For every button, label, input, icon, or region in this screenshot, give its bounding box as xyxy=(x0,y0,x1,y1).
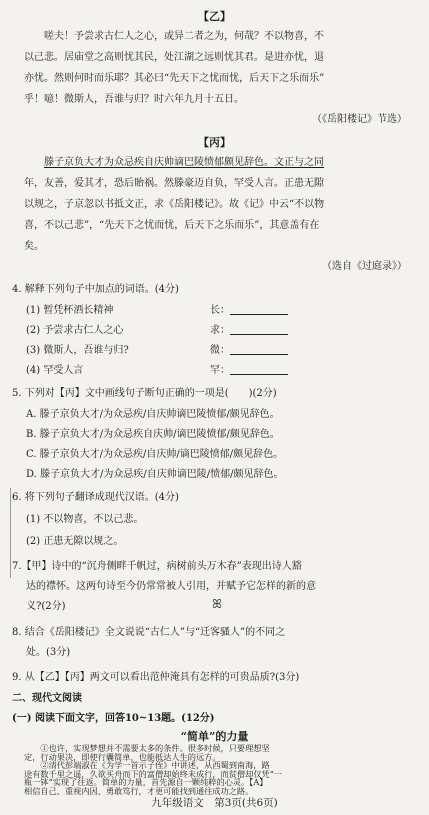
article-para-line: ①也许，实现梦想并不需要太多的条件。很多时候，只要理想坚 xyxy=(40,743,270,753)
passage-b-source: （《岳阳楼记》节选） xyxy=(312,114,407,125)
q4-answer-2: 求： xyxy=(210,321,288,341)
answer-blank[interactable] xyxy=(230,321,288,335)
article-para-line: 瓶一钵”实现了往返。简单的力量，首先源自一颗纯粹的心灵。【A】 xyxy=(24,777,268,788)
q8-line: 处。(3分) xyxy=(26,647,71,658)
q5-option-d[interactable]: D. 滕子京负大才/为众忌疾/自庆帅谪巴陵/愤郁/颇见辞色。 xyxy=(26,469,284,480)
passage-b-heading: 【乙】 xyxy=(198,10,231,23)
margin-rule xyxy=(10,488,11,578)
passage-c-line: 年，友善，爱其才，恐后貽祸。然滕豪迈自负，罕受人言。正患无隙 xyxy=(24,178,324,189)
article-title: “简单”的力量 xyxy=(180,730,249,743)
q5-stem: 5. 下列对【丙】文中画线句子断句正确的一项是( )(2分) xyxy=(12,388,277,399)
answer-blank[interactable] xyxy=(230,341,288,355)
q4-item-4: (4) 罕受人言 xyxy=(26,365,84,376)
passage-b-line: 乎！噫！微斯人，吾谁与归？时六年九月十五日。 xyxy=(24,94,244,105)
q7-line: 7.【甲】诗中的“沉舟侧畔千帆过，病树前头万木春”表现出诗人豁 xyxy=(12,561,302,572)
q6-item-1: (1) 不以物喜，不以己悲。 xyxy=(26,514,144,525)
passage-c-body xyxy=(24,152,414,257)
underlined-sentence: 滕子京负大才为众忌疾自庆帅谪巴陵愤郁颇见辞色。文正与之同 xyxy=(44,157,324,168)
section2-heading: 二、现代文阅读 xyxy=(12,693,82,704)
passage-b-line: 亦忧。然则何时而乐耶？其必曰“先天下之忧而忧，后天下之乐而乐” xyxy=(24,73,325,84)
q4-answer-4: 罕： xyxy=(210,361,288,381)
q4-item-1: (1) 暂凭杯酒长精神 xyxy=(26,305,114,316)
article-para-line: 定，行动果决，即使行囊简单，也能抵达人生的远方。 xyxy=(24,751,221,762)
q5-option-b[interactable]: B. 滕子京负大才/为众忌疾自庆帅/谪巴陵愤郁/颇见辞色。 xyxy=(26,429,280,440)
passage-b-line: 嗟夫！予尝求古仁人之心，或异二者之为，何哉？不以物喜，不 xyxy=(44,31,324,42)
q9: 9. 从【乙】【丙】两文可以看出范仲淹具有怎样的可贵品质?(3分) xyxy=(12,672,300,683)
passage-c-line: 喜，不以己悲”，“先天下之忧而忧，后天下之乐而乐”，其意盖有在 xyxy=(24,220,320,231)
passage-b-body xyxy=(24,26,414,110)
section2-subheading: (一) 阅读下面文字，回答10~13题。(12分) xyxy=(12,713,215,724)
q4-stem: 4. 解释下列句子中加点的词语。(4分) xyxy=(12,284,179,295)
passage-c-line xyxy=(24,152,414,173)
q6-stem: 6. 将下列句子翻译成现代汉语。(4分) xyxy=(12,492,179,503)
q7-line: 达的襟怀。这两句诗至今仍常常被人引用，并赋予它怎样的新的意 xyxy=(26,581,316,592)
passage-c-heading: 【丙】 xyxy=(198,136,231,149)
article-para-line: 途有数千里之遥，久欲买舟而下的富僧却始终未成行，而贫僧却仅凭“一 xyxy=(24,768,282,779)
pen-mark: ꕤ xyxy=(212,597,222,611)
article-para-line: 相信自己、重视内因、勇敢笃行，才更可能找到通往成功之路。 xyxy=(24,785,254,796)
q4-answer-3: 微： xyxy=(210,341,288,361)
q4-item-2: (2) 予尝求古仁人之心 xyxy=(26,325,124,336)
article-para-line: ②清代彭端淑在《为学一首示子侄》中讲述，从西蜀到南海，路 xyxy=(40,760,270,771)
passage-c-source: （选自《过庭录》） xyxy=(322,261,407,272)
page-footer: 九年级语文 第3页(共6页) xyxy=(151,797,278,809)
q5-option-c[interactable]: C. 滕子京负大才/为众忌疾/自庆帅/谪巴陵愤郁/颇见辞色。 xyxy=(26,449,284,460)
article-body xyxy=(24,744,416,796)
q5-option-a[interactable]: A. 滕子京负大才/为众忌疾/自庆帅谪巴陵愤郁/颇见辞色。 xyxy=(26,409,280,420)
q8 xyxy=(12,623,416,663)
passage-b-line: 以己悲。居庙堂之高则忧其民，处江湖之远则忧其君。是进亦忧，退 xyxy=(24,52,324,63)
passage-c-line: 矣。 xyxy=(24,241,44,252)
q6-item-2: (2) 正患无隙以规之。 xyxy=(26,536,124,547)
answer-blank[interactable] xyxy=(230,361,288,375)
q4-answer-1: 长： xyxy=(210,301,288,321)
passage-c-line: 以规之，子京忽以书抵文正，求《岳阳楼记》。故《记》中云“不以物 xyxy=(24,199,325,210)
q8-line: 8. 结合《岳阳楼记》全文说说“古仁人”与“迁客骚人”的不同之 xyxy=(12,627,286,638)
answer-blank[interactable] xyxy=(230,301,288,315)
q7-line: 义?(2分) xyxy=(26,601,66,612)
q4-item-3: (3) 微斯人，吾谁与归? xyxy=(26,345,129,356)
